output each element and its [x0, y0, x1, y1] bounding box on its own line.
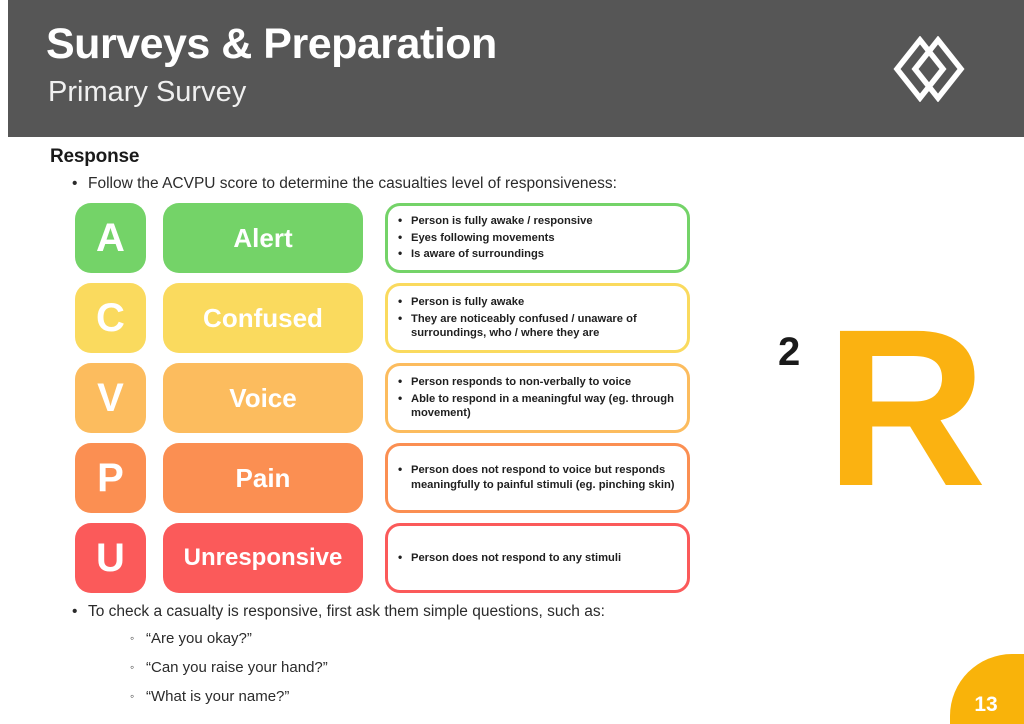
- desc-item: • Able to respond in a meaningful way (eg. through movement): [396, 392, 677, 422]
- section-title: Response: [50, 146, 140, 167]
- bullet-dot-icon: •: [72, 175, 78, 192]
- bottom-bullet: [72, 603, 605, 621]
- list-item: [130, 659, 605, 676]
- acvpu-description-confused: [385, 283, 690, 353]
- desc-item: • Eyes following movements: [396, 231, 677, 246]
- acvpu-label-alert: Alert: [163, 203, 363, 273]
- list-item: [130, 688, 605, 705]
- interlocking-diamonds-logo: [892, 36, 966, 102]
- r-graphic-superscript: 2: [778, 330, 801, 374]
- acvpu-description-alert: [385, 203, 690, 273]
- response-r-graphic: [770, 283, 1000, 533]
- bottom-bullet-text: To check a casualty is responsive, first ask them simple questions, such as:: [88, 603, 605, 620]
- acvpu-label-voice: Voice: [163, 363, 363, 433]
- page-title: Surveys & Preparation: [46, 20, 497, 68]
- bullet-circle-icon: ◦: [130, 631, 135, 645]
- acvpu-description-pain: [385, 443, 690, 513]
- acvpu-table: [75, 203, 690, 603]
- acvpu-letter-a: A: [75, 203, 146, 273]
- acvpu-label-confused: Confused: [163, 283, 363, 353]
- page-number-badge: [950, 654, 1024, 724]
- desc-item: • Person responds to non-verbally to voice: [396, 375, 677, 390]
- desc-item: • They are noticeably confused / unaware of surroundings, who / where they are: [396, 312, 677, 342]
- acvpu-letter-c: C: [75, 283, 146, 353]
- acvpu-row-voice: [75, 363, 690, 433]
- desc-item: • Person is fully awake / responsive: [396, 214, 677, 229]
- acvpu-description-voice: [385, 363, 690, 433]
- acvpu-row-pain: [75, 443, 690, 513]
- bullet-dot-icon: •: [72, 603, 78, 620]
- desc-item: • Person does not respond to any stimuli: [396, 551, 677, 566]
- acvpu-row-unresponsive: [75, 523, 690, 593]
- acvpu-letter-v: V: [75, 363, 146, 433]
- desc-item: • Person is fully awake: [396, 295, 677, 310]
- lead-bullet: [72, 175, 617, 193]
- page-number: 13: [974, 693, 998, 716]
- r-graphic-letter: R: [825, 283, 983, 533]
- slide-header: [8, 0, 1024, 137]
- question-text: “Are you okay?”: [146, 630, 252, 647]
- page-subtitle: Primary Survey: [48, 76, 247, 108]
- desc-item: • Person does not respond to voice but responds meaningfully to painful stimuli (eg. pinching skin): [396, 463, 677, 493]
- list-item: [130, 630, 605, 647]
- bullet-circle-icon: ◦: [130, 660, 135, 674]
- acvpu-row-confused: [75, 283, 690, 353]
- bullet-circle-icon: ◦: [130, 689, 135, 703]
- acvpu-row-alert: [75, 203, 690, 273]
- bottom-bullets: [72, 603, 605, 717]
- acvpu-letter-p: P: [75, 443, 146, 513]
- desc-item: • Is aware of surroundings: [396, 247, 677, 262]
- question-text: “What is your name?”: [146, 688, 290, 705]
- acvpu-label-pain: Pain: [163, 443, 363, 513]
- acvpu-letter-u: U: [75, 523, 146, 593]
- question-text: “Can you raise your hand?”: [146, 659, 328, 676]
- acvpu-label-unresponsive: Unresponsive: [163, 523, 363, 593]
- question-list: [130, 630, 605, 705]
- lead-bullet-text: Follow the ACVPU score to determine the casualties level of responsiveness:: [88, 175, 617, 192]
- acvpu-description-unresponsive: [385, 523, 690, 593]
